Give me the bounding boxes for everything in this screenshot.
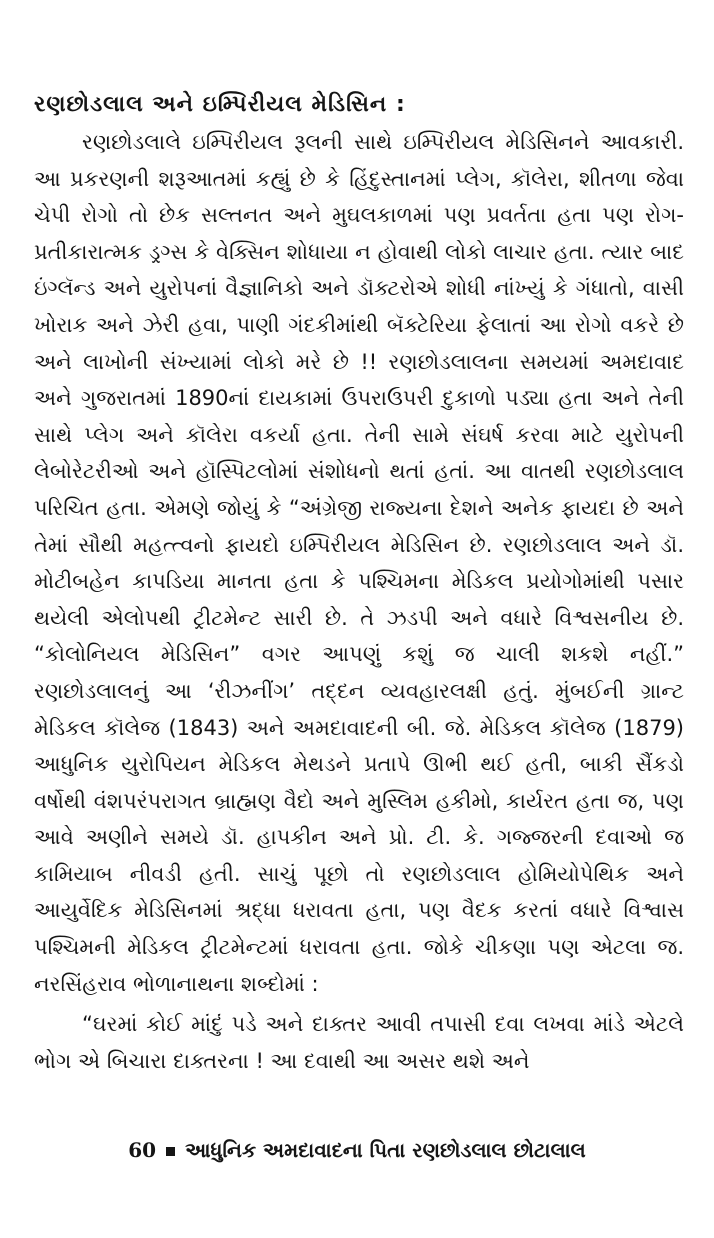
page-number: 60 xyxy=(128,1138,157,1162)
running-title: આધુનિક અમદાવાદના પિતા રણછોડલાલ છોટાલાલ xyxy=(185,1138,586,1162)
body-paragraph: રણછોડલાલે ઇમ્પિરીયલ રૂલની સાથે ઇમ્પિરીયલ મેડિસિનને આવકારી. આ પ્રકરણની શરૂઆતમાં કહ્યું છે કે હિંદુસ્તાનમાં પ્લેગ, કૉલેરા, શીતળા જેવા ચેપી રોગો તો છેક સલ્તનત અને મુઘલકાળમાં પણ પ્રવર્તતા હતા પણ રોગ-પ્રતીકારાત્મક ડ્રગ્સ કે વેક્સિન શોધાયા ન હોવાથી લોકો લાચાર હતા. ત્યાર બાદ ઇંગ્લૅન્ડ અને યુરોપનાં વૈજ્ઞાનિકો અને ડૉક્ટરોએ શોધી નાંખ્યું કે ગંધાતો, વાસી ખોરાક અને ઝેરી હવા, પાણી ગંદકીમાંથી બૅક્ટેરિયા ફેલાતાં આ રોગો વકરે છે અને લાખોની સંખ્યામાં લોકો મરે છે !! રણછોડલાલના સમયમાં અમદાવાદ અને ગુજરાતમાં 1890નાં દાયકામાં ઉપરાઉપરી દુકાળો પડ્યા હતા અને તેની સાથે પ્લેગ અને કૉલેરા વકર્યા હતા. તેની સામે સંઘર્ષ કરવા માટે યુરોપની લેબોરેટરીઓ અને હૉસ્પિટલોમાં સંશોધનો થતાં હતાં. આ વાતથી રણછોડલાલ પરિચિત હતા. એમણે જોયું કે “અંગ્રેજી રાજ્યના દેશને અનેક ફાયદા છે અને તેમાં સૌથી મહત્ત્વનો ફાયદો ઇમ્પિરીયલ મેડિસિન છે. રણછોડલાલ અને ડૉ. મોટીબહેન કાપડિયા માનતા હતા કે પશ્ચિમના મેડિકલ પ્રયોગોમાંથી પસાર થયેલી એલોપથી ટ્રીટમેન્ટ સારી છે. તે ઝડપી અને વધારે વિશ્વસનીય છે. “કોલોનિયલ મેડિસિન” વગર આપણું કશું જ ચાલી શકશે નહીં.” રણછોડલાલનું આ ‘રીઝનીંગ’ તદ્દન વ્યવહારલક્ષી હતું. મુંબઈની ગ્રાન્ટ મેડિકલ કૉલેજ (1843) અને અમદાવાદની બી. જે. મેડિકલ કૉલેજ (1879) આધુનિક યુરોપિયન મેડિકલ મેથડને પ્રતાપે ઊભી થઈ હતી, બાકી સૈંકડો વર્ષોથી વંશપરંપરાગત બ્રાહ્મણ વૈદો અને મુસ્લિમ હકીમો, કાર્યરત હતા જ, પણ આવે અણીને સમયે ડૉ. હાપકીન અને પ્રો. ટી. કે. ગજ્જરની દવાઓ જ કામિયાબ નીવડી હતી. સાચું પૂછો તો રણછોડલાલ હોમિયોપેથિક અને આયુર્વેદિક મેડિસિનમાં શ્રદ્ધા ધરાવતા હતા, પણ વૈદક કરતાં વધારે વિશ્વાસ પશ્ચિમની મેડિકલ ટ્રીટમેન્ટમાં ધરાવતા હતા. જોકે ચીકણા પણ એટલા જ. નરસિંહરાવ ભોળાનાથના શબ્દોમાં : xyxy=(34,130,684,996)
section-heading: રણછોડલાલ અને ઇમ્પિરીયલ મેડિસિન : xyxy=(34,92,406,117)
separator-square-icon xyxy=(166,1147,175,1156)
page-footer xyxy=(0,1138,714,1162)
quoted-paragraph: “ઘરમાં કોઈ માંદું પડે અને દાક્તર આવી તપાસી દવા લખવા માંડે એટલે ભોગ એ બિચારા દાક્તરના ! આ દવાથી આ અસર થશે અને xyxy=(34,1012,684,1073)
